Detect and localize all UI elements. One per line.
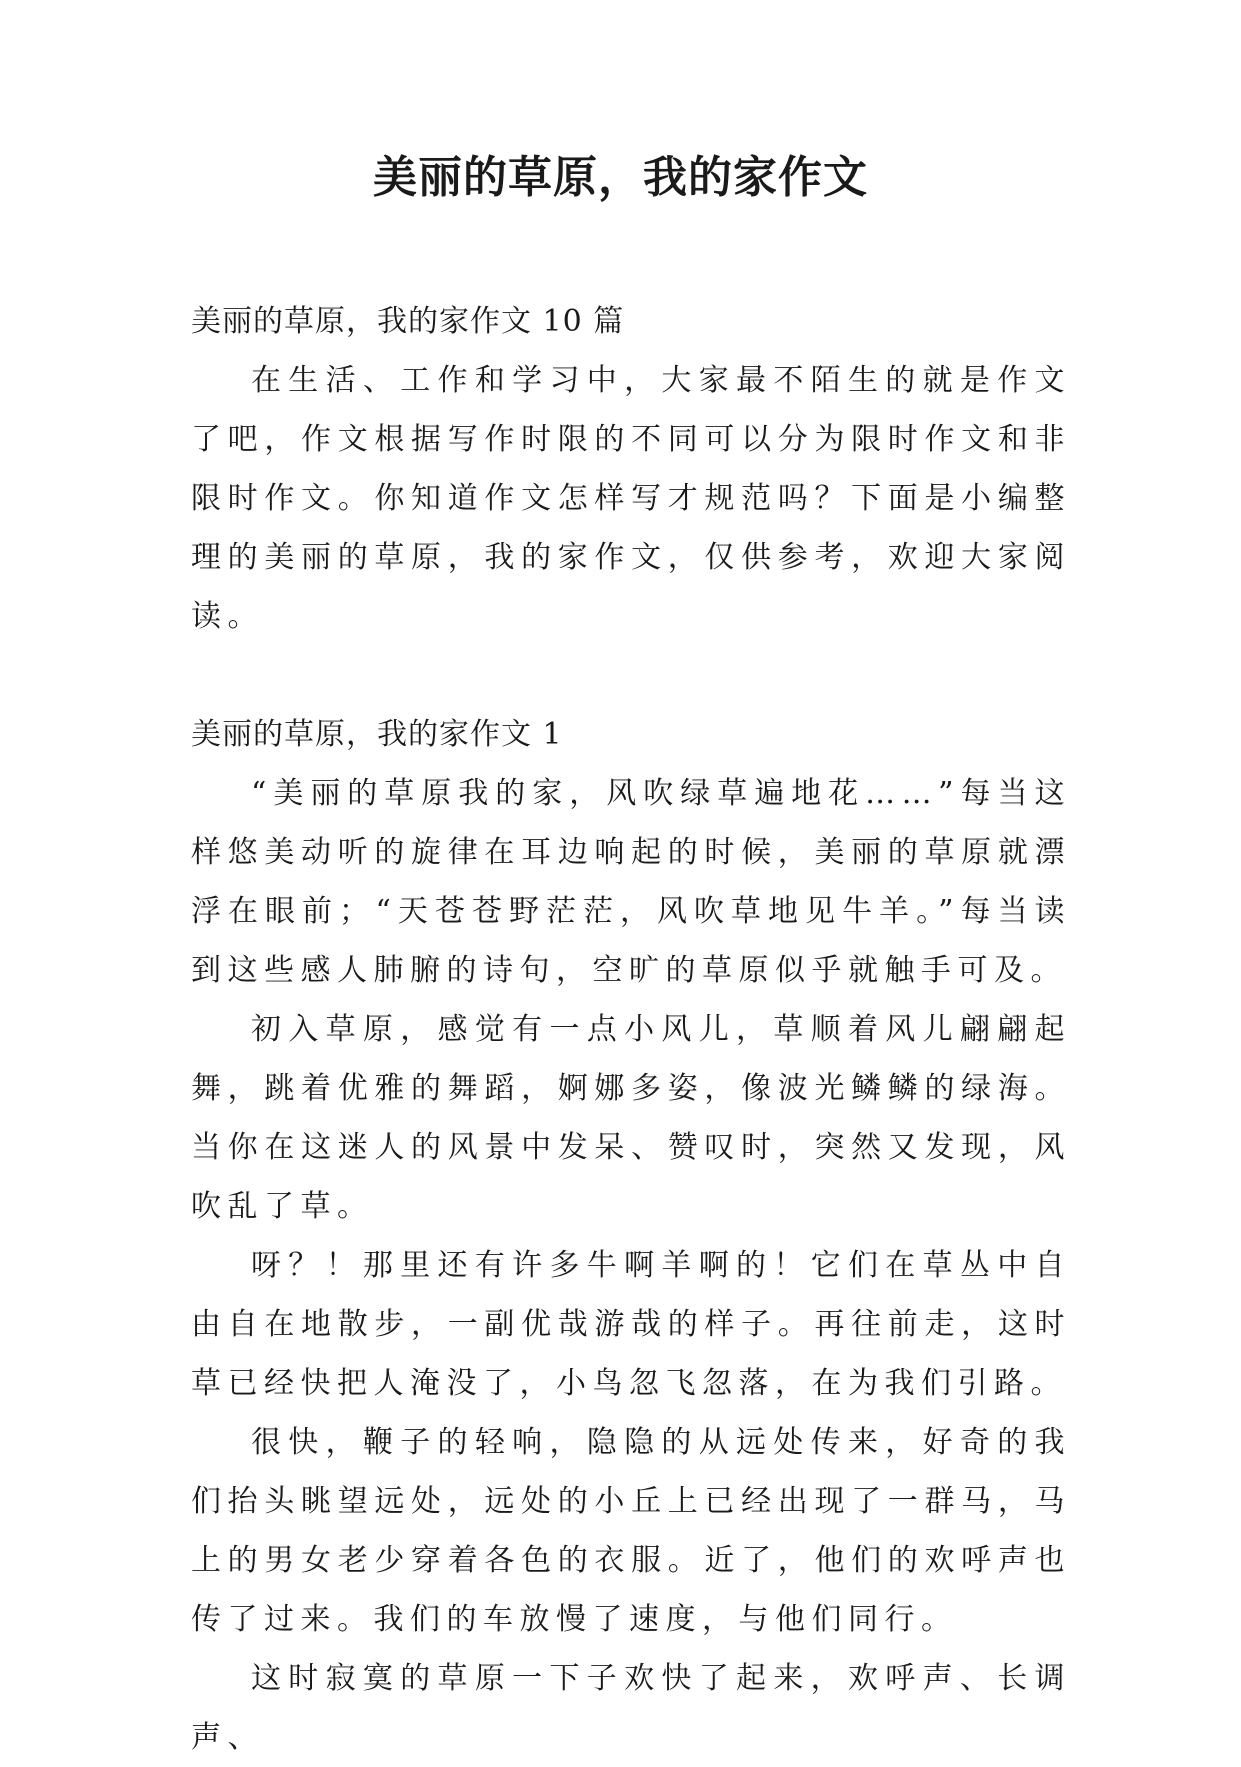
section-1-paragraph-3: 呀？！那里还有许多牛啊羊啊的！它们在草丛中自由自在地散步，一副优哉游哉的样子。再往前走，这时草已经快把人淹没了，小鸟忽飞忽落，在为我们引路。 bbox=[191, 1248, 1071, 1401]
section-1-paragraph-1: “美丽的草原我的家，风吹绿草遍地花……”每当这样悠美动听的旋律在耳边响起的时候，美丽的草原就漂浮在眼前；“天苍苍野茫茫，风吹草地见牛羊。”每当读到这些感人肺腑的诗句，空旷的草原似乎就触手可及。 bbox=[191, 776, 1071, 988]
section-1-paragraph-4: 很快，鞭子的轻响，隐隐的从远处传来，好奇的我们抬头眺望远处，远处的小丘上已经出现了一群马，马上的男女老少穿着各色的衣服。近了，他们的欢呼声也传了过来。我们的车放慢了速度，与他们同行。 bbox=[191, 1425, 1071, 1637]
section-1-paragraph-2: 初入草原，感觉有一点小风儿，草顺着风儿翩翩起舞，跳着优雅的舞蹈，婀娜多姿，像波光鳞鳞的绿海。当你在这迷人的风景中发呆、赞叹时，突然又发现，风吹乱了草。 bbox=[191, 1012, 1071, 1224]
document-title: 美丽的草原，我的家作文 bbox=[373, 152, 868, 203]
section-1-paragraph-5: 这时寂寞的草原一下子欢快了起来，欢呼声、长调声、 bbox=[191, 1661, 1071, 1755]
intro-paragraph: 在生活、工作和学习中，大家最不陌生的就是作文了吧，作文根据写作时限的不同可以分为限时作文和非限时作文。你知道作文怎样写才规范吗？下面是小编整理的美丽的草原，我的家作文，仅供参考，欢迎大家阅读。 bbox=[191, 363, 1071, 634]
intro-heading: 美丽的草原，我的家作文 10 篇 bbox=[191, 304, 625, 339]
document-body bbox=[191, 292, 1071, 1767]
section-1-heading: 美丽的草原，我的家作文 1 bbox=[191, 717, 563, 752]
section-spacer bbox=[191, 646, 1071, 705]
